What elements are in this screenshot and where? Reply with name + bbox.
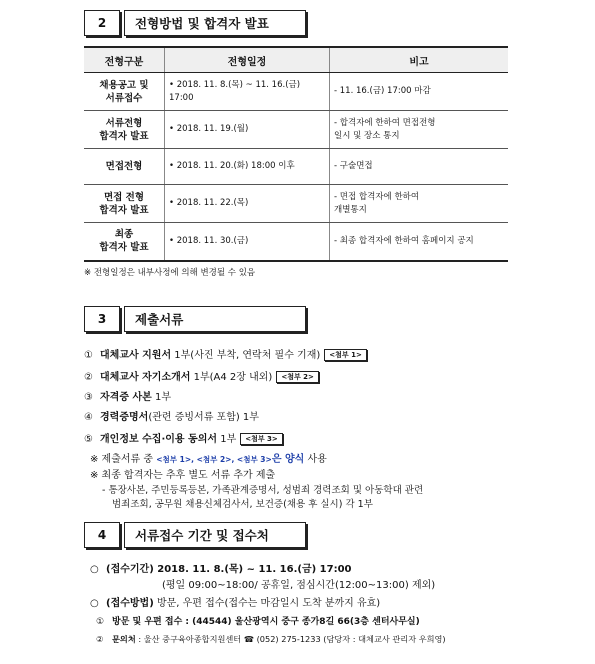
contact-value: : 울산 중구육아종합지원센터 ☎ (052) 275-1233 (담당자 : 대체교사 관리자 우희영) (135, 634, 446, 644)
additional-docs-note: ※ 최종 합격자는 추후 별도 서류 추가 제출 (90, 470, 276, 481)
item-number: ② (96, 634, 104, 644)
document-item (84, 388, 171, 403)
section-number: 4 (84, 522, 120, 548)
note-forms: <첨부 1>, <첨부 2>, <첨부 3> (156, 455, 272, 464)
header-date: 전형일정 (165, 47, 330, 73)
item-number: ① (96, 617, 105, 627)
stage-cell: 서류전형 합격자 발표 (84, 111, 165, 149)
item-number: ① (84, 350, 93, 361)
date-cell: • 2018. 11. 22.(목) (165, 185, 330, 223)
document-name: 대체교사 지원서 (100, 350, 172, 361)
attachment-badge: <첨부 3> (240, 433, 283, 445)
note-bold: 은 양식 (271, 454, 305, 465)
document-detail: 1부 (217, 434, 237, 445)
note-cell: - 구술면접 (330, 149, 509, 185)
address-value: (44544) 울산광역시 중구 종가8길 66(3층 센터사무실) (192, 617, 420, 627)
stage-cell: 면접전형 (84, 149, 165, 185)
period-label: (접수기간) (106, 564, 154, 575)
bullet-icon: ○ (90, 564, 99, 575)
stage-cell: 면접 전형 합격자 발표 (84, 185, 165, 223)
section-title: 서류접수 기간 및 접수처 (124, 522, 306, 548)
document-name: 대체교사 자기소개서 (100, 372, 191, 383)
section-title: 전형방법 및 합격자 발표 (124, 10, 306, 36)
additional-docs-list-cont: 범죄조회, 공무원 채용신체검사서, 보건증(채용 후 실시) 각 1부 (112, 499, 373, 510)
document-item (84, 408, 259, 423)
schedule-table (84, 46, 508, 262)
contact-line (96, 634, 446, 645)
bullet-icon: ○ (90, 598, 99, 609)
note-cell: - 최종 합격자에 한하여 홈페이지 공지 (330, 223, 509, 261)
address-line (96, 614, 420, 627)
period-sub: (평일 09:00~18:00/ 공휴일, 점심시간(12:00~13:00) 제외) (162, 580, 436, 591)
document-name: 개인정보 수집·이용 동의서 (100, 434, 218, 445)
document-item (84, 430, 283, 445)
forms-note (90, 450, 327, 465)
method-label: (접수방법) (106, 598, 154, 609)
note-cell: - 면접 합격자에 한하여 개별통지 (330, 185, 509, 223)
method-line (90, 594, 380, 609)
stage-cell: 최종 합격자 발표 (84, 223, 165, 261)
table-row (84, 111, 508, 149)
table-row (84, 149, 508, 185)
document-detail: (관련 증빙서류 포함) 1부 (148, 412, 259, 423)
document-name: 자격증 사본 (100, 392, 152, 403)
period-value: 2018. 11. 8.(목) ~ 11. 16.(금) 17:00 (153, 564, 352, 575)
schedule-note: ※ 전형일정은 내부사정에 의해 변경될 수 있음 (84, 268, 256, 278)
method-value: 방문, 우편 접수(접수는 마감일시 도착 분까지 유효) (153, 598, 381, 609)
note-prefix: ※ 제출서류 중 (90, 454, 157, 465)
table-row (84, 223, 508, 261)
table-row (84, 73, 508, 111)
date-cell: • 2018. 11. 20.(화) 18:00 이후 (165, 149, 330, 185)
section-number: 3 (84, 306, 120, 332)
section-4-header (84, 522, 306, 548)
additional-docs-list: - 통장사본, 주민등록등본, 가족관계증명서, 성범죄 경력조회 및 아동학대 관련 (102, 485, 424, 496)
document-item (84, 346, 367, 361)
table-row (84, 185, 508, 223)
date-cell: • 2018. 11. 8.(목) ~ 11. 16.(금) 17:00 (165, 73, 330, 111)
note-cell: - 합격자에 한하여 면접전형 일시 및 장소 통지 (330, 111, 509, 149)
section-3-header (84, 306, 306, 332)
date-cell: • 2018. 11. 30.(금) (165, 223, 330, 261)
item-number: ③ (84, 392, 93, 403)
note-cell: - 11. 16.(금) 17:00 마감 (330, 73, 509, 111)
attachment-badge: <첨부 2> (276, 371, 319, 383)
item-number: ④ (84, 412, 93, 423)
document-detail: 1부 (151, 392, 171, 403)
item-number: ② (84, 372, 93, 383)
attachment-badge: <첨부 1> (324, 349, 367, 361)
item-number: ⑤ (84, 434, 93, 445)
date-cell: • 2018. 11. 19.(월) (165, 111, 330, 149)
stage-cell: 채용공고 및 서류접수 (84, 73, 165, 111)
document-detail: 1부(사진 부착, 연락처 필수 기재) (171, 350, 321, 361)
document-name: 경력증명서 (100, 412, 149, 423)
section-number: 2 (84, 10, 120, 36)
header-stage: 전형구분 (84, 47, 165, 73)
header-note: 비고 (330, 47, 509, 73)
table-header-row (84, 47, 508, 73)
section-2-header (84, 10, 306, 36)
address-label: 방문 및 우편 접수 : (112, 617, 193, 627)
section-title: 제출서류 (124, 306, 306, 332)
contact-label: 문의처 (112, 634, 136, 644)
period-line (90, 560, 352, 575)
note-suffix: 사용 (304, 454, 327, 465)
document-item (84, 368, 319, 383)
document-detail: 1부(A4 2장 내외) (190, 372, 273, 383)
